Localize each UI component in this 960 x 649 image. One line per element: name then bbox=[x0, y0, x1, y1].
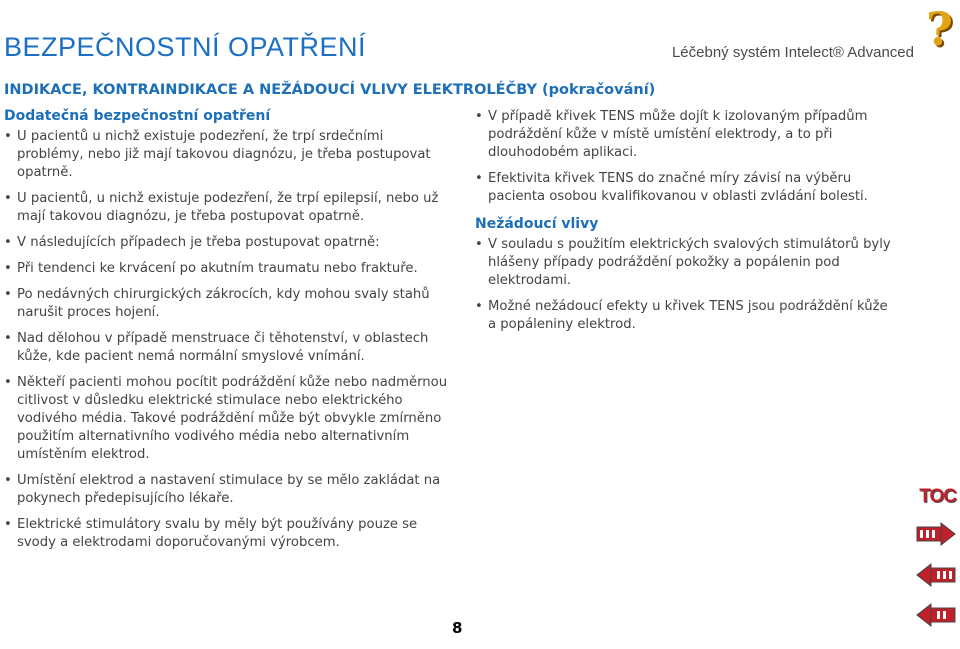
list-item: • U pacientů, u nichž existuje podezření, že trpí epilepsií, nebo už mají takovou diagnózu, je třeba postupovat opatrně. bbox=[4, 190, 454, 226]
list-item: • Umístění elektrod a nastavení stimulace by se mělo zakládat na pokynech předepisujícího lékaře. bbox=[4, 472, 454, 508]
section-subtitle bbox=[4, 82, 655, 98]
list-item: • V souladu s použitím elektrických svalových stimulátorů byly hlášeny případy podráždění pokožky a popálenin pod elektrodami. bbox=[475, 236, 895, 290]
subtitle-text: INDIKACE, KONTRAINDIKACE A NEŽÁDOUCÍ VLIVY ELEKTROLÉČBY bbox=[4, 82, 537, 98]
arrow-back-icon[interactable] bbox=[916, 603, 956, 627]
list-item: • Možné nežádoucí efekty u křivek TENS jsou podráždění kůže a popáleniny elektrod. bbox=[475, 298, 895, 334]
list-item: • V případě křivek TENS může dojít k izolovaným případům podráždění kůže v místě umístění elektrody, a to při dlouhodobém aplikaci. bbox=[475, 108, 895, 162]
brand-label: Léčebný systém Intelect® Advanced bbox=[671, 44, 914, 61]
list-item: • Nad dělohou v případě menstruace či těhotenství, v oblastech kůže, kde pacient nemá normální smyslové vnímání. bbox=[4, 330, 454, 366]
subtitle-suffix: (pokračování) bbox=[542, 82, 656, 98]
list-item: • Při tendenci ke krvácení po akutním traumatu nebo fraktuře. bbox=[4, 260, 454, 278]
list-item: • Elektrické stimulátory svalu by měly být používány pouze se svody a elektrodami doporučovanými výrobcem. bbox=[4, 516, 454, 552]
question-mark-icon[interactable]: ? bbox=[926, 2, 953, 56]
page-number: 8 bbox=[452, 619, 463, 637]
arrow-right-icon[interactable] bbox=[916, 563, 956, 587]
additional-precautions-heading: Dodatečná bezpečnostní opatření bbox=[4, 108, 271, 124]
list-item: • Po nedávných chirurgických zákrocích, kdy mohou svaly stahů narušit proces hojení. bbox=[4, 286, 454, 322]
right-column bbox=[475, 108, 895, 334]
page-title: BEZPEČNOSTNÍ OPATŘENÍ bbox=[4, 32, 367, 62]
list-item: • Efektivita křivek TENS do značné míry závisí na výběru pacienta osobou kvalifikovanou v oblasti zvládání bolesti. bbox=[475, 170, 895, 206]
side-navigation bbox=[910, 0, 960, 649]
toc-button[interactable]: TOC bbox=[919, 486, 956, 507]
adverse-effects-heading: Nežádoucí vlivy bbox=[475, 216, 599, 232]
left-column bbox=[4, 108, 454, 552]
list-item: • U pacientů u nichž existuje podezření, že trpí srdečními problémy, nebo již mají takovou diagnózu, je třeba postupovat opatrně. bbox=[4, 128, 454, 182]
arrow-left-icon[interactable] bbox=[916, 522, 956, 546]
list-item: • V následujících případech je třeba postupovat opatrně: bbox=[4, 234, 454, 252]
list-item: • Někteří pacienti mohou pocítit podráždění kůže nebo nadměrnou citlivost v důsledku elektrické stimulace nebo elektrického vodivého média. Takové podráždění může být obvykle zmírněno použitím alternativního vodivého média nebo alternativním umístěním elektrod. bbox=[4, 374, 454, 464]
